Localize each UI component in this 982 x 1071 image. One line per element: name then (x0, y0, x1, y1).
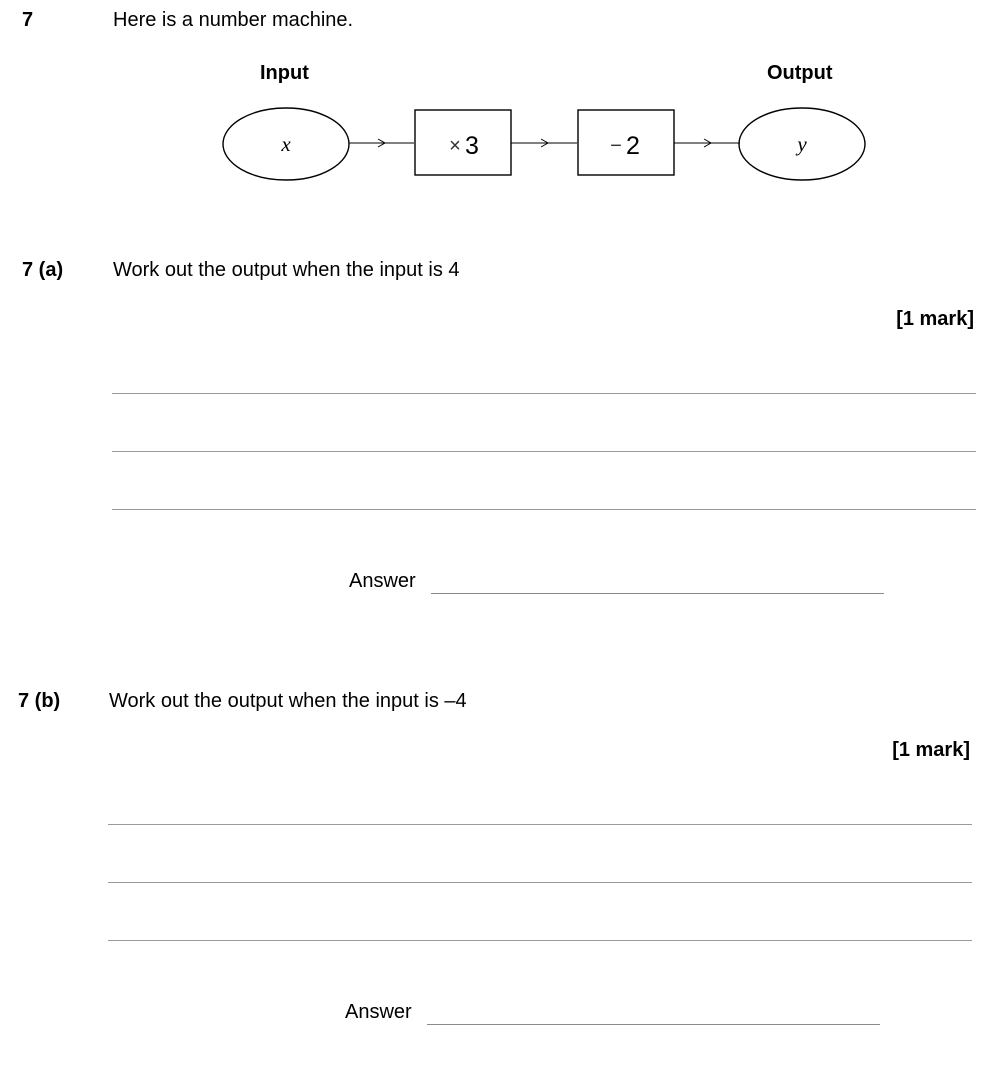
part-b-number: 7 (b) (18, 690, 61, 712)
multiply-symbol: × (449, 135, 461, 157)
multiply-box (415, 110, 511, 175)
number-machine-diagram (0, 0, 982, 200)
part-b-answer-line[interactable] (427, 1024, 880, 1025)
multiply-value: 3 (465, 132, 479, 160)
part-a-number: 7 (a) (22, 259, 64, 281)
part-a-question: Work out the output when the input is 4 (113, 259, 460, 281)
subtract-symbol: − (610, 135, 622, 157)
question-intro: Here is a number machine. (113, 9, 354, 31)
input-variable: x (281, 132, 291, 156)
part-b-working-line-1[interactable] (108, 824, 972, 825)
part-a-marks: [1 mark] (896, 308, 974, 330)
part-a-working-line-3[interactable] (112, 509, 976, 510)
part-a-answer-line[interactable] (431, 593, 884, 594)
part-b-working-line-2[interactable] (108, 882, 972, 883)
subtract-value: 2 (626, 132, 640, 160)
part-a-answer-label: Answer (349, 570, 416, 592)
input-label: Input (260, 62, 309, 84)
part-b-marks: [1 mark] (892, 739, 970, 761)
part-b-working-line-3[interactable] (108, 940, 972, 941)
output-label: Output (767, 62, 833, 84)
part-b-question: Work out the output when the input is –4 (109, 690, 467, 712)
output-variable: y (797, 132, 807, 156)
part-b-answer-label: Answer (345, 1001, 412, 1023)
question-number: 7 (22, 9, 34, 31)
part-a-working-line-2[interactable] (112, 451, 976, 452)
part-a-working-line-1[interactable] (112, 393, 976, 394)
